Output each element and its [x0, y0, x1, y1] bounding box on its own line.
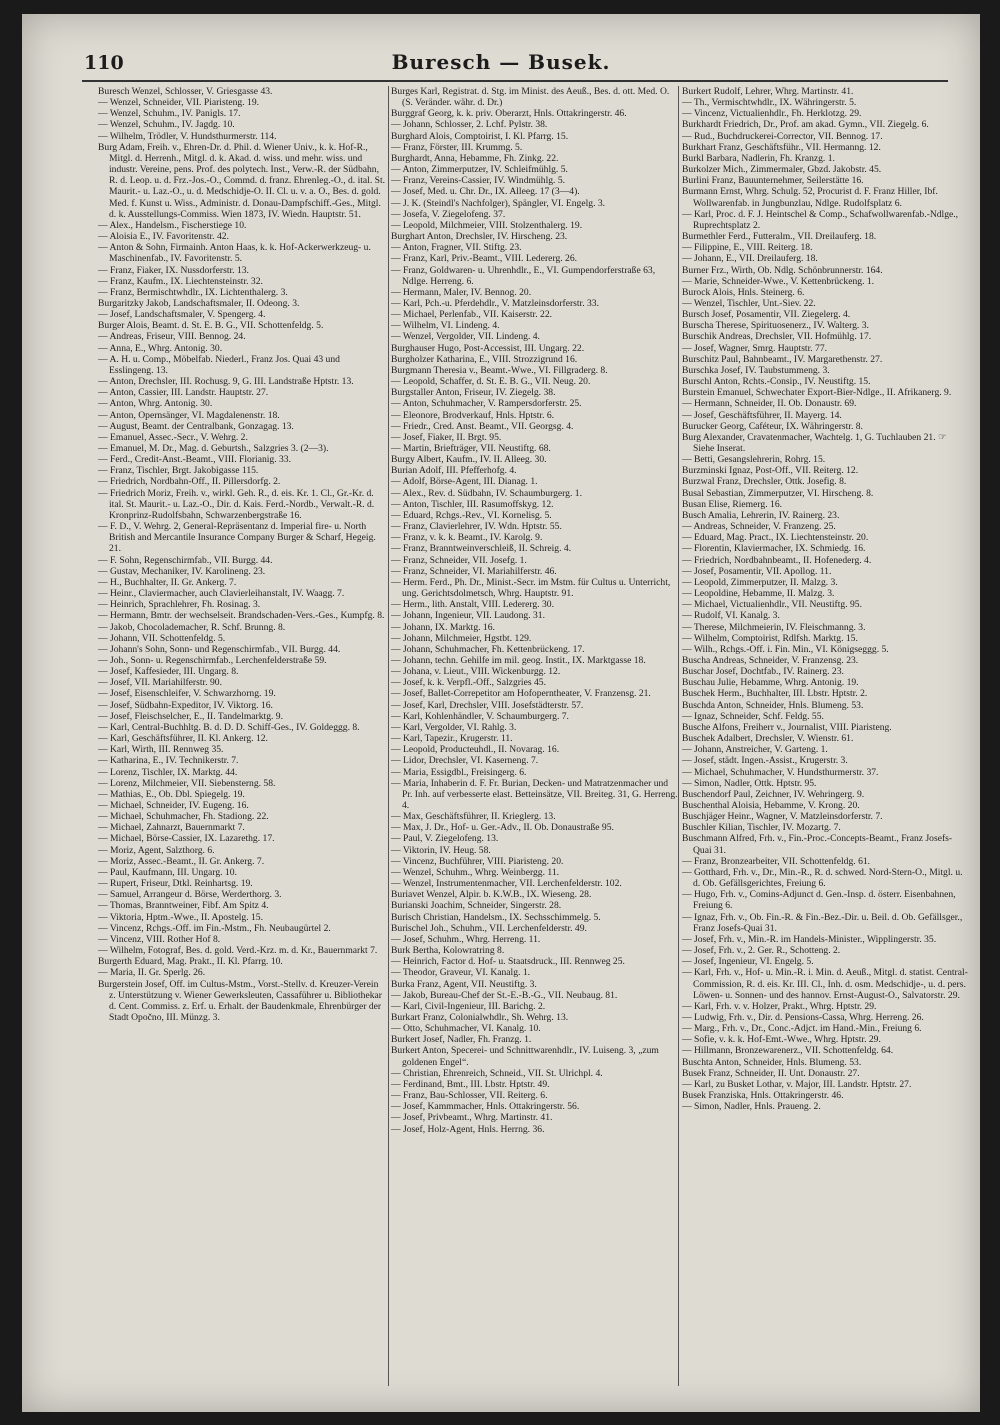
directory-entry: — Wenzel, Vergolder, VII. Lindeng. 4.: [391, 331, 540, 343]
directory-entry: — Viktoria, Hptm.-Wwe., II. Apostelg. 15.: [98, 911, 263, 923]
directory-entry: — Josef, Fleischselcher, E., II. Tandelmarktg. 9.: [98, 710, 283, 722]
directory-entry: Busch Amalia, Lehrerin, IV. Rainerg. 23.: [682, 509, 840, 521]
directory-entry: — Max, Geschäftsführer, II. Krieglerg. 13.: [391, 811, 556, 823]
directory-entry: — Michael, Börse-Cassier, IX. Lazarethg. 17.: [98, 833, 275, 845]
directory-entry: Burmethler Ferd., Futteralm., VII. Dreilauferg. 18.: [682, 231, 877, 243]
directory-entry: — Filippine, E., VIII. Reiterg. 18.: [682, 242, 813, 254]
directory-entry: — Josef, Wagner, Smrg. Hauptstr. 77.: [682, 342, 828, 354]
directory-entry: — Wilh., Rchgs.-Off. i. Fin. Min., VI. Königseggg. 5.: [682, 643, 889, 655]
directory-entry: — Paul, V. Ziegelofeng. 13.: [391, 833, 499, 845]
directory-entry: — Anna, E., Whrg. Antonig. 30.: [98, 342, 223, 354]
directory-entry: — Johann, Milchmeier, Hgstbt. 129.: [391, 632, 532, 644]
directory-entry: — Franz, Vereins-Cassier, IV. Windmühlg. 5.: [391, 175, 566, 187]
directory-entry: Buschta Anton, Schneider, Hnls. Blumeng. 53.: [682, 1056, 862, 1068]
directory-entry: Burischel Joh., Schuhm., VII. Lerchenfelderstr. 49.: [391, 922, 587, 934]
directory-entry: — Karl, Geschäftsführer, II. Kl. Ankerg. 12.: [98, 733, 268, 745]
directory-entry: — Michael, Zahnarzt, Bauernmarkt 7.: [98, 822, 245, 834]
directory-entry: — Karl, Frh. v., Hof- u. Min.-R. i. Min. d. Aeuß., Mitgl. d. statist. Central-Commission, R. d. eis. Kr. III. Cl., Inh. d. osm. Medschidje-, u. d. pers. Löwen- u. Sonnen- und des hannov. Ernst-August-O., Salvatorstr. 29.: [682, 967, 968, 1001]
directory-entry: — Wenzel, Schneider, VII. Piaristeng. 19.: [98, 97, 260, 109]
directory-entry: Buschmann Alfred, Frh. v., Fin.-Proc.-Concepts-Beamt., Franz Josefs-Quai 31.: [682, 833, 953, 856]
directory-entry: — Franz, Bronzearbeiter, VII. Schottenfeldg. 61.: [682, 855, 871, 867]
directory-entry: — Rud., Buchdruckerei-Corrector, VII. Bennog. 17.: [682, 130, 883, 142]
directory-entry: Burzwal Franz, Drechsler, Ottk. Josefig. 8.: [682, 476, 847, 488]
directory-entry: — Josef, Privbeamt., Whrg. Martinstr. 41.: [391, 1112, 553, 1124]
page-header: [22, 14, 980, 76]
directory-entry: — Josef, Kaffesieder, III. Ungarg. 8.: [98, 666, 239, 678]
directory-entry: — Christian, Ehrenreich, Schneid., VII. St. Ulrichpl. 4.: [391, 1067, 603, 1079]
directory-entry: — Johann, VII. Schottenfeldg. 5.: [98, 632, 226, 644]
directory-entry: — Hermann, Bmtr. der wechselseit. Brandschaden-Vers.-Ges., Kumpfg. 8.: [98, 610, 385, 622]
directory-entry: — Mathias, E., Ob. Dbl. Spiegelg. 19.: [98, 788, 245, 800]
directory-entry: — Wilhelm, VI. Lindeng. 4.: [391, 320, 500, 332]
directory-entry: — Josef, Holz-Agent, Hnls. Herrng. 36.: [391, 1123, 545, 1135]
directory-entry: — Florentin, Klaviermacher, IX. Schmiedg. 16.: [682, 543, 866, 555]
directory-entry: Buschendorf Paul, Zeichner, IV. Wehringerg. 9.: [682, 788, 865, 800]
directory-entry: — Franz, Karl, Priv.-Beamt., VIII. Ledererg. 26.: [391, 253, 578, 265]
directory-entry: — Katharina, E., IV. Technikerstr. 7.: [98, 755, 239, 767]
directory-entry: — Karl, zu Busket Lothar, v. Major, III. Landstr. Hptstr. 27.: [682, 1078, 912, 1090]
directory-entry: Busek Franziska, Hnls. Ottakringerstr. 46.: [682, 1090, 844, 1102]
directory-entry: — August, Beamt. der Centralbank, Gonzagag. 13.: [98, 420, 294, 432]
directory-entry: — Karl, Proc. d. F. J. Heintschel & Comp., Schafwollwarenfab.-Ndlge., Ruprechtsplatz 2.: [682, 208, 959, 231]
directory-entry: — Franz, v. k. k. Beamt., IV. Karolg. 9.: [391, 532, 543, 544]
directory-entry: — Anton, Cassier, III. Landstr. Hauptstr. 27.: [98, 387, 269, 399]
directory-entry: — Wenzel, Tischler, Unt.-Siev. 22.: [682, 297, 816, 309]
directory-entry: Burgholzer Katharina, E., VIII. Strozzigrund 16.: [391, 353, 578, 365]
directory-entry: Burock Alois, Hnls. Steinerg. 6.: [682, 286, 805, 298]
directory-entry: Burner Frz., Wirth, Ob. Ndlg. Schönbrunnerstr. 164.: [682, 264, 883, 276]
directory-entry: — Franz, Tischler, Brgt. Jakobigasse 115.: [98, 465, 259, 477]
directory-entry: — Maria, Essigdbl., Freisingerg. 6.: [391, 766, 527, 778]
directory-entry: — Josef, Ballet-Correpetitor am Hofoperntheater, V. Franzensg. 21.: [391, 688, 651, 700]
directory-entry: Burghart Anton, Drechsler, IV. Hirscheng. 23.: [391, 231, 568, 243]
directory-entry: Burkart Franz, Colonialwhdlr., Sh. Wehrg. 13.: [391, 1011, 569, 1023]
directory-entry: — Jakob, Chocolademacher, R. Schf. Brunng. 8.: [98, 621, 286, 633]
directory-entry: Busan Elise, Riemerg. 16.: [682, 498, 783, 510]
directory-entry: — Josef, Kammmacher, Hnls. Ottakringerstr. 56.: [391, 1101, 580, 1113]
directory-entry: — Max, J. Dr., Hof- u. Ger.-Adv., II. Ob. Donaustraße 95.: [391, 822, 614, 834]
directory-entry: — Josef, Posamentir, VII. Apollog. 11.: [682, 565, 832, 577]
directory-entry: — Josef, Schuhm., Whrg. Herreng. 11.: [391, 933, 541, 945]
directory-entry: Burscha Therese, Spirituosenerz., IV. Walterg. 3.: [682, 320, 869, 332]
directory-entry: — Franz, Fiaker, IX. Nussdorferstr. 13.: [98, 264, 249, 276]
directory-entry: — Aloisia E., IV. Favoritenstr. 42.: [98, 231, 229, 243]
directory-entry: Burzminski Ignaz, Post-Off., VII. Reiterg. 12.: [682, 465, 859, 477]
directory-entry: — Franz, Förster, III. Krummg. 5.: [391, 141, 523, 153]
directory-entry: Burkhardt Friedrich, Dr., Prof. am akad. Gymn., VII. Ziegelg. 6.: [682, 119, 929, 131]
directory-entry: Burucker Georg, Caféteur, IX. Währingerstr. 8.: [682, 420, 863, 432]
directory-entry: — Michael, Schuhmacher, Fh. Stadiong. 22.: [98, 811, 269, 823]
directory-entry: — Vincenz, Buchführer, VIII. Piaristeng. 20.: [391, 855, 564, 867]
directory-entry: — Emanuel, M. Dr., Mag. d. Geburtsh., Salzgries 3. (2—3).: [98, 443, 329, 454]
directory-entry: Burghauser Hugo, Post-Accessist, III. Ungarg. 22.: [391, 342, 585, 354]
directory-entry: — Friedrich, Nordbahn-Off., II. Pillersdorfg. 2.: [98, 476, 281, 488]
directory-entry: — Wenzel, Instrumentenmacher, VII. Lerchenfelderstr. 102.: [391, 878, 622, 890]
directory-entry: Busal Sebastian, Zimmerputzer, VI. Hirscheng. 8.: [682, 487, 874, 499]
directory-entry: — Michael, Schneider, IV. Eugeng. 16.: [98, 800, 249, 811]
directory-entry: Buschler Kilian, Tischler, IV. Mozartg. 7.: [682, 822, 841, 834]
directory-entry: Burkolzer Mich., Zimmermaler, Gbzd. Jakobstr. 45.: [682, 164, 882, 176]
directory-entry: — Karl, Frh. v. v. Holzer, Prakt., Whrg. Hptstr. 29.: [682, 1000, 877, 1012]
directory-entry: — Ignaz, Frh. v., Ob. Fin.-R. & Fin.-Bez.-Dir. u. Beil. d. Ob. Gefällsger., Franz Josefs-Quai 31.: [682, 911, 963, 934]
directory-entry: Buschjäger Heinr., Wagner, V. Matzleinsdorferstr. 7.: [682, 811, 883, 823]
directory-entry: Burghard Alois, Comptoirist, I. Kl. Pfarrg. 15.: [391, 130, 569, 142]
directory-entry: Burkert Rudolf, Lehrer, Whrg. Martinstr. 41.: [682, 86, 854, 97]
directory-entry: Burstein Emanuel, Schwechater Export-Bier-Ndlge., II. Afrikanerg. 9.: [682, 387, 952, 399]
directory-entry: — Friedrich, Nordbahnbeamt., II. Hofenederg. 4.: [682, 554, 872, 566]
directory-entry: — Emanuel, Assec.-Secr., V. Wehrg. 2.: [98, 431, 248, 443]
directory-entry: — Eleonore, Brodverkauf, Hnls. Hptstr. 6.: [391, 409, 555, 421]
directory-entry: — Eduard, Mag. Pract., IX. Liechtensteinstr. 20.: [682, 532, 869, 544]
directory-entry: — F. Sohn, Regenschirmfab., VII. Burgg. 44.: [98, 554, 273, 566]
directory-entry: — A. H. u. Comp., Möbelfab. Niederl., Franz Jos. Quai 43 und Esslingeng. 13.: [98, 353, 340, 376]
directory-entry: Buschenthal Aloisia, Hebamme, V. Krong. 20.: [682, 800, 860, 811]
directory-entry: — Wenzel, Schuhm., IV. Jagdg. 10.: [98, 119, 235, 131]
directory-entry: — Wilhelm, Trödler, V. Hundsthurmerstr. 114.: [98, 130, 277, 142]
directory-entry: — Marie, Schneider-Wwe., V. Kettenbrückeng. 1.: [682, 275, 875, 287]
directory-entry: — Hermann, Schneider, II. Ob. Donaustr. 69.: [682, 398, 857, 410]
directory-entry: — Josef, Karl, Drechsler, VIII. Josefstädterstr. 57.: [391, 699, 584, 711]
directory-entry: — Michael, Schuhmacher, V. Hundsthurmerstr. 37.: [682, 766, 879, 778]
directory-entry: — Otto, Schuhmacher, VI. Kanalg. 10.: [391, 1023, 541, 1035]
directory-entry: Burges Karl, Registrat. d. Stg. im Minist. des Aeuß., Bes. d. ott. Med. O. (S. Veränder. währ. d. Dr.): [391, 86, 670, 109]
directory-entry: — Josef, Fiaker, II. Brgt. 95.: [391, 431, 502, 443]
directory-entry: — Josef, Frh. v., Min.-R. im Handels-Minister., Wipplingerstr. 35.: [682, 933, 937, 945]
directory-entry: Burlini Franz, Bauunternehmer, Seilerstätte 16.: [682, 175, 864, 187]
directory-column-right: [682, 86, 970, 1112]
directory-entry: Bursch Josef, Posamentir, VII. Ziegelerg. 4.: [682, 309, 851, 321]
directory-entry: — Lidor, Drechsler, VI. Kaserneng. 7.: [391, 755, 539, 767]
directory-entry: — J. K. (Steindl's Nachfolger), Spängler, VI. Engelg. 3.: [391, 197, 606, 209]
directory-entry: — Ferdinand, Bmt., III. Lbstr. Hptstr. 49.: [391, 1078, 550, 1090]
directory-entry: — Ludwig, Frh. v., Dir. d. Pensions-Cassa, Whrg. Herreng. 26.: [682, 1011, 924, 1023]
directory-entry: — Andreas, Friseur, VIII. Bennog. 24.: [98, 331, 246, 343]
directory-entry: Burg Adam, Freih. v., Ehren-Dr. d. Phil. d. Wiener Univ., k. k. Hof-R., Mitgl. d. Herrenh., Mitgl. d. k. Akad. d. wiss. und mehr. wiss. und industr. Vereine, pens. Prof. des polytech. Inst., Verw.-R. der Südbahn, R. d. Leop. u. d. Frz.-Jos.-O., Commd. d. franz. Ehrenleg.-O., d. ital. St. Maurit.- u. Laz.-O., u. d. Medschidje-O. II. Cl. u. v. a. O., Bes. d. gold. Med. f. Kunst u. Wiss., Administr. d. Donau-Dampfschiff.-Ges., Mitgl. d. k. Ausstellungs-Commiss. Wien 1873, IV. Wiedn. Hauptstr. 51.: [98, 141, 386, 220]
directory-entry: — Eduard, Rchgs.-Rev., VI. Kornelisg. 5.: [391, 509, 552, 521]
directory-entry: — Friedrich Moriz, Freih. v., wirkl. Geh. R., d. eis. Kr. 1. Cl., Gr.-Kr. d. ital. St. Maurit.- u. Laz.-O., Dir. d. Kais. Ferd.-Nordb., Verwalt.-R. d. Kronprinz-Rudolfsbahn, Schwarzenbergstraße 16.: [98, 487, 375, 521]
directory-entry: — Herm. Ferd., Ph. Dr., Minist.-Secr. im Mstm. für Cultus u. Unterricht, ung. Gerichtsdolmetsch, Whrg. Hauptstr. 91.: [391, 576, 671, 600]
directory-entry: Busek Franz, Schneider, II. Unt. Donaustr. 27.: [682, 1067, 860, 1079]
directory-entry: — Vincenz, Rchgs.-Off. im Fin.-Mstm., Fh. Neubaugürtel 2.: [98, 922, 331, 934]
column-divider: [388, 86, 389, 1386]
directory-entry: — Johann's Sohn, Sonn- und Regenschirmfab., VII. Burgg. 44.: [98, 643, 341, 655]
directory-entry: — Johann, techn. Gehilfe im mil. geog. Instit., IX. Marktgasse 18.: [391, 654, 646, 666]
directory-entry: — Franz, Goldwaren- u. Uhrenhdlr., E., VI. Gumpendorferstraße 63, Ndlge. Herreng. 6.: [391, 264, 656, 287]
directory-entry: — Ferd., Credit-Anst.-Beamt., VIII. Florianig. 33.: [98, 454, 292, 466]
directory-entry: — Therese, Milchmeierin, IV. Fleischmanng. 3.: [682, 621, 866, 633]
directory-entry: — Josefa, V. Ziegelofeng. 37.: [391, 208, 506, 220]
directory-entry: Buschek Adalbert, Drechsler, V. Wienstr. 61.: [682, 733, 854, 745]
directory-entry: — Rudolf, VI. Kanalg. 3.: [682, 610, 780, 622]
directory-entry: — Anton, Zimmerputzer, IV. Schleifmühlg. 5.: [391, 164, 568, 176]
directory-entry: — Wenzel, Schuhm., IV. Panigls. 17.: [98, 108, 241, 120]
directory-entry: — Josef, VII. Mariahilferstr. 90.: [98, 677, 222, 689]
directory-entry: — Michael, Perlenfab., VII. Kaiserstr. 22.: [391, 309, 553, 321]
directory-entry: — Franz, Kaufm., IX. Liechtensteinstr. 32.: [98, 275, 263, 287]
directory-entry: Burmann Ernst, Whrg. Schulg. 52, Procurist d. F. Franz Hiller, Ibf. Wollwarenfab. in Jungbunzlau, Ndlge. Rudolfsplatz 6.: [682, 186, 938, 209]
directory-entry: Burk Bertha, Kolowratring 8.: [391, 945, 505, 957]
directory-entry: — Josef, Ingenieur, VI. Engelg. 5.: [682, 956, 814, 968]
directory-entry: Burisch Christian, Handelsm., IX. Sechsschimmelg. 5.: [391, 911, 601, 923]
directory-entry: — Franz, Clavierlehrer, IV. Wdn. Hptstr. 55.: [391, 521, 562, 533]
directory-entry: — Leopoldine, Hebamme, II. Malzg. 3.: [682, 588, 835, 600]
directory-entry: Buschar Josef, Dochtfab., IV. Rainerg. 23.: [682, 666, 844, 678]
directory-entry: — Johana, v. Lieut., VIII. Wickenburgg. 12.: [391, 666, 561, 678]
directory-entry: — Josef, Geschäftsführer, II. Mayerg. 14.: [682, 409, 842, 421]
directory-entry: — Martin, Briefträger, VII. Neustiftg. 68.: [391, 443, 551, 454]
directory-entry: — Anton, Drechsler, III. Rochusg. 9, G. III. Landstraße Hptstr. 13.: [98, 376, 354, 388]
directory-entry: — Anton, Opernsänger, VI. Magdalenenstr. 18.: [98, 409, 280, 421]
directory-page: [22, 14, 980, 1412]
directory-entry: — Wilhelm, Comptoirist, Rdlfsh. Marktg. 15.: [682, 632, 858, 644]
directory-entry: — Jakob, Bureau-Chef der St.-E.-B.-G., VII. Neubaug. 81.: [391, 989, 618, 1001]
directory-entry: Burghardt, Anna, Hebamme, Fh. Zinkg. 22.: [391, 152, 559, 164]
directory-entry: — Thomas, Branntweiner, Fibf. Am Spitz 4.: [98, 900, 269, 912]
directory-entry: — Franz, Schneider, VI. Mariahilferstr. 46.: [391, 565, 557, 577]
directory-entry: — Herm., lith. Anstalt, VIII. Ledererg. 30.: [391, 599, 554, 611]
directory-entry: — Josef, Frh. v., 2. Ger. R., Schotteng. 2.: [682, 945, 841, 957]
directory-entry: — Karl, Pch.-u. Pferdehdlr., V. Matzleinsdorferstr. 33.: [391, 297, 600, 309]
directory-entry: — Hermann, Maler, IV. Bennog. 20.: [391, 286, 532, 298]
directory-entry: Burkert Josef, Nadler, Fh. Franzg. 1.: [391, 1034, 532, 1046]
directory-entry: — Anton, Tischler, III. Rasumoffskyg. 12.: [391, 498, 554, 510]
directory-entry: Burschka Josef, IV. Taubstummeng. 3.: [682, 364, 830, 376]
directory-entry: — Josef, k. k. Verpfl.-Off., Salzgries 45.: [391, 677, 546, 689]
page-number: 110: [84, 52, 124, 74]
directory-entry: — Karl, Tapezir., Krugerstr. 11.: [391, 733, 513, 745]
directory-entry: — Karl, Vergolder, VI. Rahlg. 3.: [391, 721, 517, 733]
directory-entry: Buriavet Wenzel, Alpir. b. K.W.B., IX. Wieseng. 28.: [391, 889, 592, 901]
directory-entry: — Franz, Schneider, VII. Josefg. 1.: [391, 554, 527, 566]
directory-entry: — Moriz, Assec.-Beamt., II. Gr. Ankerg. 7.: [98, 855, 265, 867]
directory-entry: Burgmann Theresia v., Beamt.-Wwe., VI. Fillgraderg. 8.: [391, 364, 608, 376]
directory-entry: Buresch Wenzel, Schlosser, V. Griesgasse 43.: [98, 86, 273, 97]
directory-entry: — Leopold, Milchmeier, VIII. Stolzenthalerg. 19.: [391, 219, 583, 231]
directory-entry: — Johann, E., VII. Dreilauferg. 18.: [682, 253, 818, 265]
directory-entry: Burg Alexander, Cravatenmacher, Wachtelg. 1, G. Tuchlauben 21. ☞ Siehe Inserat.: [682, 431, 947, 454]
directory-entry: — Maria, Inhaberin d. F. Fr. Burian, Decken- und Matratzenmacher und Pr. Inh. auf verbesserte elast. Betteinsätze, VII. Breiteg. 31, G. Herreng. 4.: [391, 777, 678, 811]
directory-entry: Burschik Andreas, Drechsler, VII. Hofmühlg. 17.: [682, 331, 872, 343]
directory-entry: — Friedr., Cred. Anst. Beamt., VII. Georgsg. 4.: [391, 420, 574, 432]
directory-entry: Burkhart Franz, Geschäftsführ., VII. Hermanng. 12.: [682, 141, 881, 153]
directory-entry: — Johann, IX. Marktg. 16.: [391, 621, 495, 633]
directory-entry: — Viktorin, IV. Heug. 58.: [391, 844, 491, 856]
directory-entry: — Josef, Med. u. Chr. Dr., IX. Alleeg. 17 (3—4).: [391, 186, 580, 198]
directory-entry: Buschda Anton, Schneider, Hnls. Blumeng. 53.: [682, 699, 864, 711]
running-head: Buresch — Busek.: [391, 50, 611, 74]
directory-entry: Burgy Albert, Kaufm., IV. II. Alleeg. 30.: [391, 454, 547, 466]
directory-entry: — Th., Vermischtwhdlr., IX. Währingerstr. 5.: [682, 97, 857, 109]
directory-entry: — Franz, Branntweinverschleiß, II. Schreig. 4.: [391, 543, 572, 555]
header-rule: [82, 80, 948, 82]
directory-entry: Burka Franz, Agent, VII. Neustiftg. 3.: [391, 978, 537, 990]
directory-entry: Buscha Andreas, Schneider, V. Franzensg. 23.: [682, 654, 859, 666]
directory-entry: — Josef, Eisenschleifer, V. Schwarzhorng. 19.: [98, 688, 276, 700]
directory-entry: Busche Alfons, Freiherr v., Journalist, VIII. Piaristeng.: [682, 721, 892, 733]
directory-entry: — Wilhelm, Fotograf, Bes. d. gold. Verd.-Krz. m. d. Kr., Bauernmarkt 7.: [98, 945, 378, 957]
directory-column-middle: [391, 86, 679, 1135]
directory-entry: — Josef, städt. Ingen.-Assist., Krugerstr. 3.: [682, 755, 848, 767]
directory-entry: — Gotthard, Frh. v., Dr., Min.-R., R. d. schwed. Nord-Stern-O., Mitgl. u. d. Ob. Gefällsgerichtes, Freiung 6.: [682, 866, 963, 890]
directory-entry: — Johann, Ingenieur, VII. Laudong. 31.: [391, 610, 545, 622]
directory-entry: — Franz, Bermischtwhdlr., IX. Lichtenthalerg. 3.: [98, 286, 288, 298]
directory-entry: — Josef, Landschaftsmaler, V. Spengerg. 4.: [98, 309, 266, 321]
directory-entry: — Paul, Kaufmann, III. Ungarg. 10.: [98, 866, 237, 878]
directory-entry: — Michael, Victualienhdlr., VII. Neustiftg. 95.: [682, 599, 862, 611]
directory-entry: — Simon, Nadler, Hnls. Praueng. 2.: [682, 1101, 821, 1113]
directory-entry: — Andreas, Schneider, V. Franzeng. 25.: [682, 521, 836, 533]
directory-entry: — Anton & Sohn, Firmainh. Anton Haas, k. k. Hof-Ackerwerkzeug- u. Maschinenfab., IV. Favoritenstr. 5.: [98, 242, 371, 265]
directory-entry: — Maria, II. Gr. Sperlg. 26.: [98, 967, 206, 979]
directory-entry: — Karl, Civil-Ingenieur, III. Barichg. 2.: [391, 1000, 546, 1012]
directory-entry: — Sofie, v. k. k. Hof-Emt.-Wwe., Whrg. Hptstr. 29.: [682, 1034, 881, 1046]
directory-entry: — Samuel, Arrangeur d. Börse, Werderthorg. 3.: [98, 889, 282, 901]
directory-entry: — Ignaz, Schneider, Schf. Feldg. 55.: [682, 710, 824, 722]
directory-entry: — Vincenz, VIII. Rother Hof 8.: [98, 933, 221, 945]
directory-entry: Burgerstein Josef, Off. im Cultus-Mstm., Vorst.-Stellv. d. Kreuzer-Verein z. Unterstützung v. Wiener Gewerksleuten, Cassaführer u. Bibliothekar d. Cent. Commiss. z. Erf. u. Erhalt. der Baudenkmale, Ehrenbürger der Stadt Opočno, III. Münzg. 3.: [98, 978, 382, 1023]
directory-entry: — Rupert, Friseur, Dtkl. Reinhartsg. 19.: [98, 878, 253, 890]
directory-entry: — Theodor, Graveur, VI. Kanalg. 1.: [391, 967, 531, 979]
directory-entry: — Leopold, Producteuhdl., II. Novarag. 16.: [391, 744, 560, 756]
directory-entry: Burger Alois, Beamt. d. St. E. B. G., VII. Schottenfeldg. 5.: [98, 320, 324, 332]
directory-entry: Burkert Anton, Specerei- und Schnittwarenhdlr., IV. Luiseng. 3, „zum goldenen Engel“.: [391, 1045, 659, 1068]
directory-entry: Buschau Julie, Hebamme, Whrg. Antonig. 19.: [682, 677, 859, 689]
directory-entry: — Gustav, Mechaniker, IV. Karolineng. 23.: [98, 565, 266, 577]
directory-entry: — Lorenz, Milchmeier, VII. Siebensterng. 58.: [98, 777, 276, 789]
directory-entry: — Betti, Gesangslehrerin, Rohrg. 15.: [682, 454, 826, 466]
directory-entry: — Simon, Nadler, Ottk. Hptstr. 95.: [682, 777, 817, 789]
directory-entry: — Johann, Schlosser, 2. Lchf. Pylstr. 38.: [391, 119, 548, 131]
directory-column-left: [98, 86, 386, 1023]
directory-entry: Buschek Herm., Buchhalter, III. Lbstr. Hptstr. 2.: [682, 688, 868, 700]
directory-entry: — Wenzel, Schuhm., Whrg. Weinbergg. 11.: [391, 866, 560, 878]
directory-entry: Burgerth Eduard, Mag. Prakt., II. Kl. Pfarrg. 10.: [98, 956, 283, 968]
directory-entry: — Anton, Schuhmacher, V. Rampersdorferstr. 25.: [391, 398, 582, 410]
directory-entry: — Marg., Frh. v., Dr., Conc.-Adjct. im Hand.-Min., Freiung 6.: [682, 1023, 922, 1035]
directory-entry: — F. D., V. Wehrg. 2, General-Repräsentanz d. Imperial fire- u. North British and Mercantile Insurance Company Burger & Scharf, Hegeig. 21.: [98, 521, 376, 555]
directory-entry: — Hillmann, Bronzewarenerz., VII. Schottenfeldg. 64.: [682, 1045, 894, 1057]
directory-entry: — Hugo, Frh. v., Comins-Adjunct d. Gen.-Insp. d. österr. Eisenbahnen, Freiung 6.: [682, 889, 956, 912]
directory-entry: — Lorenz, Tischler, IX. Marktg. 44.: [98, 766, 238, 778]
directory-entry: — Josef, Südbahn-Expeditor, IV. Viktorg. 16.: [98, 699, 273, 711]
directory-entry: Burschitz Paul, Bahnbeamt., IV. Margarethenstr. 27.: [682, 353, 883, 365]
directory-entry: — Alex., Handelsm., Fischerstiege 10.: [98, 219, 247, 231]
directory-entry: Burianski Joachim, Schneider, Singerstr. 28.: [391, 900, 562, 912]
directory-entry: Burian Adolf, III. Pfefferhofg. 4.: [391, 465, 517, 477]
directory-entry: — Heinrich, Factor d. Hof- u. Staatsdruck., III. Rennweg 25.: [391, 956, 625, 968]
directory-entry: — Joh., Sonn- u. Regenschirmfab., Lerchenfelderstraße 59.: [98, 654, 327, 666]
directory-entry: — Leopold, Zimmerputzer, II. Malzg. 3.: [682, 576, 838, 588]
directory-entry: — Alex., Rev. d. Südbahn, IV. Schaumburgerg. 1.: [391, 487, 582, 499]
directory-entry: — Heinrich, Sprachlehrer, Fh. Rosinag. 3.: [98, 599, 261, 611]
directory-entry: — Heinr., Claviermacher, auch Clavierleihanstalt, IV. Waagg. 7.: [98, 588, 345, 600]
directory-entry: — Anton, Fragner, VII. Stiftg. 23.: [391, 242, 522, 254]
directory-entry: — Franz, Bau-Schlosser, VII. Reiterg. 6.: [391, 1090, 548, 1102]
directory-entry: Burggraf Georg, k. k. priv. Oberarzt, Hnls. Ottakringerstr. 46.: [391, 108, 627, 120]
directory-entry: — Karl, Kohlenhändler, V. Schaumburgerg. 7.: [391, 710, 569, 722]
directory-entry: Burkl Barbara, Nadlerin, Fh. Kranzg. 1.: [682, 152, 835, 164]
directory-entry: — Anton, Whrg. Antonig. 30.: [98, 398, 213, 410]
directory-entry: — Vincenz, Victualienhdlr., Fh. Herklotzg. 29.: [682, 108, 862, 120]
directory-entry: — Karl, Central-Buchhltg. B. d. D. D. Schiff-Ges., IV. Goldeggg. 8.: [98, 721, 360, 733]
directory-entry: Burgstaller Anton, Friseur, IV. Ziegelg. 38.: [391, 387, 556, 399]
directory-entry: — Karl, Wirth, III. Rennweg 35.: [98, 744, 224, 756]
directory-entry: — Moriz, Agent, Salzthorg. 6.: [98, 844, 215, 856]
directory-entry: — Adolf, Börse-Agent, III. Dianag. 1.: [391, 476, 538, 488]
directory-entry: — H., Buchhalter, II. Gr. Ankerg. 7.: [98, 576, 237, 588]
directory-entry: — Leopold, Schaffer, d. St. E. B. G., VII. Neug. 20.: [391, 376, 591, 388]
directory-entry: Burschl Anton, Rchts.-Consip., IV. Neustiftg. 15.: [682, 376, 871, 388]
directory-entry: — Johann, Schuhmacher, Fh. Kettenbrückeng. 17.: [391, 643, 585, 655]
directory-entry: Burgaritzky Jakob, Landschaftsmaler, II. Odeong. 3.: [98, 297, 300, 309]
directory-entry: — Johann, Anstreicher, V. Garteng. 1.: [682, 744, 828, 756]
